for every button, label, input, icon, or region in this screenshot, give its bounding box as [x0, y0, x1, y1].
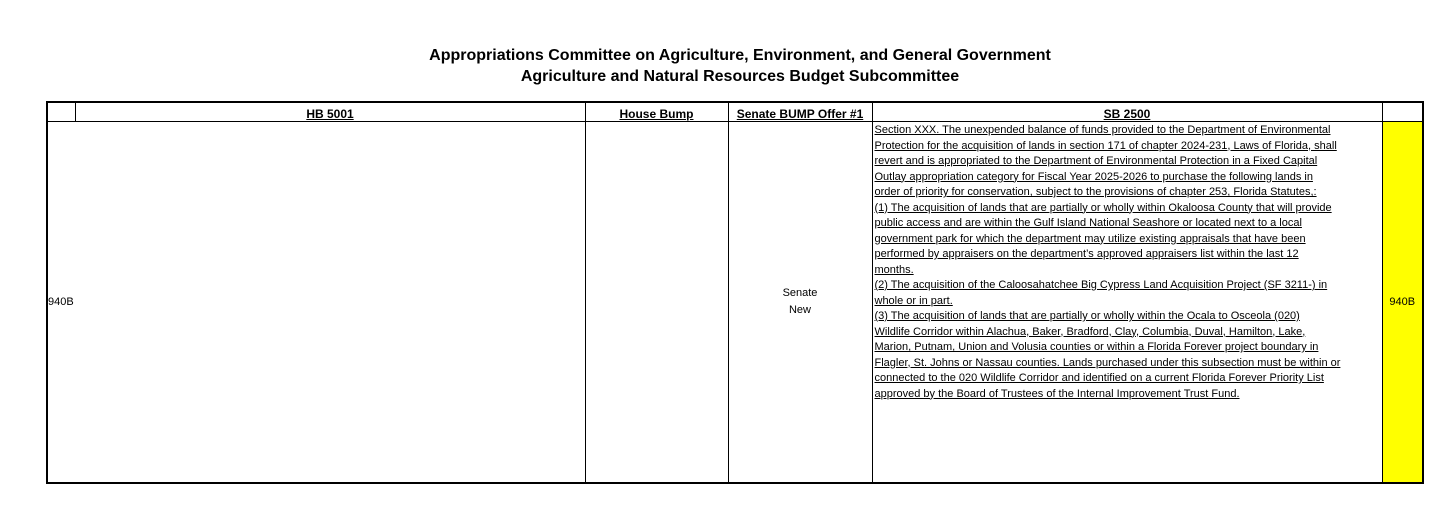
table-row: [47, 122, 1423, 484]
page-titles: [0, 45, 1456, 87]
sb-line: approved by the Board of Trustees of the Internal Improvement Trust Fund.: [874, 387, 1240, 400]
sb-line: (1) The acquisition of lands that are partially or wholly within Okaloosa County that will provide: [874, 201, 1332, 214]
sb-line: connected to the 020 Wildlife Corridor and identified on a current Florida Forever Priority List: [874, 372, 1324, 384]
senate-bump-line-2: New: [788, 304, 811, 316]
senate-bump-line-1: Senate: [782, 287, 818, 299]
sb-line: government park for which the department may utilize existing appraisals that have been: [874, 232, 1306, 245]
house-bump-header: House Bump: [585, 102, 728, 122]
sb-2500-proviso-text: [872, 122, 1382, 484]
sb-line: revert and is appropriated to the Department of Environmental Protection in a Fixed Capital: [874, 155, 1318, 167]
sb-line: Outlay appropriation category for Fiscal Year 2025-2026 to purchase the following lands in: [874, 170, 1313, 183]
senate-bump-cell: [728, 122, 872, 484]
sb-line: (3) The acquisition of lands that are partially or wholly within the Ocala to Osceola (020): [874, 310, 1300, 322]
sb-line: Protection for the acquisition of lands in section 171 of chapter 2024-231, Laws of Florida, shall: [874, 139, 1337, 152]
senate-bump-offer-header: Senate BUMP Offer #1: [728, 102, 872, 122]
sb-line: performed by appraisers on the department’s approved appraisers list within the last 12: [874, 248, 1299, 260]
sb-line: order of priority for conservation, subject to the provisions of chapter 253, Florida Statutes,:: [874, 186, 1317, 198]
header-row: [47, 102, 1423, 122]
row-id-right: 940B: [1389, 296, 1416, 308]
hb-5001-header: HB 5001: [75, 102, 585, 122]
sb-2500-header: SB 2500: [872, 102, 1382, 122]
committee-title: Appropriations Committee on Agriculture, Environment, and General Government: [429, 47, 1051, 64]
house-bump-cell: [585, 122, 728, 484]
row-id-cell: [47, 122, 585, 484]
subcommittee-title: Agriculture and Natural Resources Budget Subcommittee: [520, 68, 960, 85]
sb-line: Wildlife Corridor within Alachua, Baker, Bradford, Clay, Columbia, Duval, Hamilton, Lake,: [874, 325, 1306, 338]
sb-line: public access and are within the Gulf Island National Seashore or located next to a local: [874, 217, 1302, 229]
row-id-left: 940B: [48, 296, 74, 308]
sb-line: Marion, Putnam, Union and Volusia counties or within a Florida Forever project boundary in: [874, 341, 1319, 353]
sb-line: Flagler, St. Johns or Nassau counties. Lands purchased under this subsection must be within or: [874, 356, 1341, 369]
sb-id-highlight-cell: [1382, 122, 1423, 484]
sb-line: whole or in part.: [874, 294, 953, 307]
sb-line: (2) The acquisition of the Caloosahatchee Big Cypress Land Acquisition Project (SF 3211-) in: [874, 279, 1328, 291]
sb-id-header: [1382, 102, 1423, 122]
budget-comparison-table: [46, 101, 1424, 484]
sb-line: months.: [874, 263, 914, 276]
row-id-header: [47, 102, 75, 122]
sb-line: Section XXX. The unexpended balance of funds provided to the Department of Environmental: [874, 124, 1331, 136]
